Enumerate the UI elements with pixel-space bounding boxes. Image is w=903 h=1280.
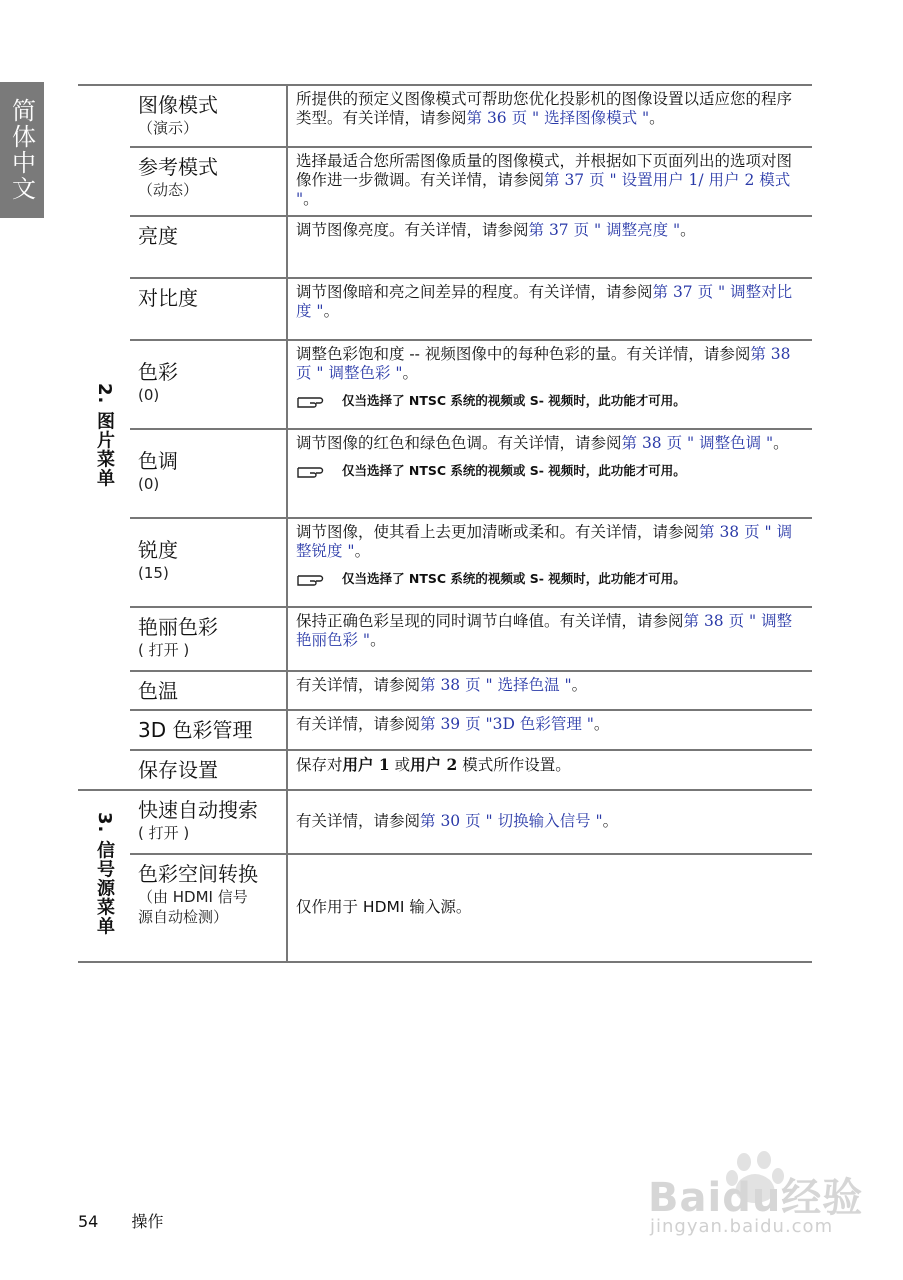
table-row [78,671,812,710]
item-name: 快速自动搜索 [138,798,258,822]
table-row [78,750,812,790]
menu-table [78,84,812,963]
item-name: 色彩 [138,360,178,384]
page-link[interactable]: 第 38 页 " 调整色彩 " [296,345,791,382]
item-description: 仅作用于 HDMI 输入源。 [287,854,812,962]
item-value: (15) [138,564,169,582]
item-value: （演示） [138,119,199,137]
table-row [78,85,812,147]
page-link[interactable]: 第 30 页 " 切换输入信号 " [420,811,603,830]
item-description: 调节图像亮度。有关详情，请参阅第 37 页 " 调整亮度 "。 [287,216,812,278]
page-footer [78,1209,163,1232]
page-link[interactable]: 第 37 页 " 设置用户 1/ 用户 2 模式 " [296,171,791,208]
watermark-brand: Baidu经验 [648,1175,864,1221]
table-row [78,147,812,216]
item-value: ( 打开 ) [138,824,190,842]
language-tab-label: 简体中文 [7,98,36,202]
table-row [78,710,812,750]
page-number: 54 [78,1212,99,1231]
note: 仅当选择了 NTSC 系统的视频或 S- 视频时，此功能才可用。 [296,569,804,588]
pointing-hand-icon [296,463,330,479]
item-name: 艳丽色彩 [138,615,218,639]
page-link[interactable]: 第 38 页 " 调整艳丽色彩 " [296,612,793,649]
table-row [78,790,812,854]
group-label: 2. 图片菜单 [94,383,115,488]
group-label: 3. 信号源菜单 [94,812,115,936]
item-name: 3D 色彩管理 [138,718,253,742]
item-name: 色温 [138,679,178,703]
item-description: 有关详情，请参阅第 38 页 " 选择色温 "。 [287,671,812,710]
page-link[interactable]: 第 37 页 " 调整亮度 " [528,221,681,239]
item-value: (0) [138,386,160,404]
item-name: 保存设置 [138,758,218,782]
item-description: 调节图像，使其看上去更加清晰或柔和。有关详情，请参阅第 38 页 " 调整锐度 "。 仅当选择了 NTSC 系统的视频或 S- 视频时，此功能才可用。 [287,518,812,607]
page-link[interactable]: 第 39 页 "3D 色彩管理 " [420,715,594,733]
table-row [78,216,812,278]
table-row [78,429,812,518]
item-value: ( 打开 ) [138,641,190,659]
watermark-url: jingyan.baidu.com [650,1216,834,1237]
item-description: 调整色彩饱和度 -- 视频图像中的每种色彩的量。有关详情，请参阅第 38 页 " 调整色彩 "。 仅当选择了 NTSC 系统的视频或 S- 视频时，此功能才可用。 [287,340,812,429]
page-link[interactable]: 第 36 页 " 选择图像模式 " [466,109,650,127]
table-row [78,340,812,429]
table-row [78,278,812,340]
group-source-menu [78,790,130,962]
item-description: 有关详情，请参阅第 30 页 " 切换输入信号 "。 [287,790,812,854]
section-name: 操作 [131,1212,164,1231]
page-link[interactable]: 第 38 页 " 调整锐度 " [296,523,793,560]
table-row [78,607,812,671]
item-description: 保持正确色彩呈现的同时调节白峰值。有关详情，请参阅第 38 页 " 调整艳丽色彩 "。 [287,607,812,671]
table-row [78,518,812,607]
table-row [78,854,812,962]
language-tab [0,82,44,218]
item-name: 亮度 [138,224,178,248]
item-value: （由 HDMI 信号源自动检测） [138,888,248,926]
item-name: 对比度 [138,286,198,310]
item-description: 保存对用户 1 或用户 2 模式所作设置。 [287,750,812,790]
item-value: （动态） [138,181,199,199]
pointing-hand-icon [296,571,330,587]
note: 仅当选择了 NTSC 系统的视频或 S- 视频时，此功能才可用。 [296,391,804,410]
page-link[interactable]: 第 38 页 " 选择色温 " [420,676,572,694]
pointing-hand-icon [296,393,330,409]
item-name: 图像模式 [138,93,218,117]
item-description: 调节图像的红色和绿色色调。有关详情，请参阅第 38 页 " 调整色调 "。 仅当选择了 NTSC 系统的视频或 S- 视频时，此功能才可用。 [287,429,812,518]
item-name: 锐度 [138,538,178,562]
page-link[interactable]: 第 38 页 " 调整色调 " [621,434,774,452]
item-name: 色调 [138,449,178,473]
note: 仅当选择了 NTSC 系统的视频或 S- 视频时，此功能才可用。 [296,461,804,480]
item-description: 调节图像暗和亮之间差异的程度。有关详情，请参阅第 37 页 " 调整对比度 "。 [287,278,812,340]
item-value: (0) [138,475,160,493]
item-description: 选择最适合您所需图像质量的图像模式，并根据如下页面列出的选项对图像作进一步微调。有关详情，请参阅第 37 页 " 设置用户 1/ 用户 2 模式 "。 [287,147,812,216]
item-description: 所提供的预定义图像模式可帮助您优化投影机的图像设置以适应您的程序类型。有关详情，请参阅第 36 页 " 选择图像模式 "。 [287,85,812,147]
page-link[interactable]: 第 37 页 " 调整对比度 " [296,283,793,320]
item-name: 色彩空间转换 [138,862,258,886]
group-picture-menu [78,85,130,790]
item-name: 参考模式 [138,155,218,179]
item-description: 有关详情，请参阅第 39 页 "3D 色彩管理 "。 [287,710,812,750]
